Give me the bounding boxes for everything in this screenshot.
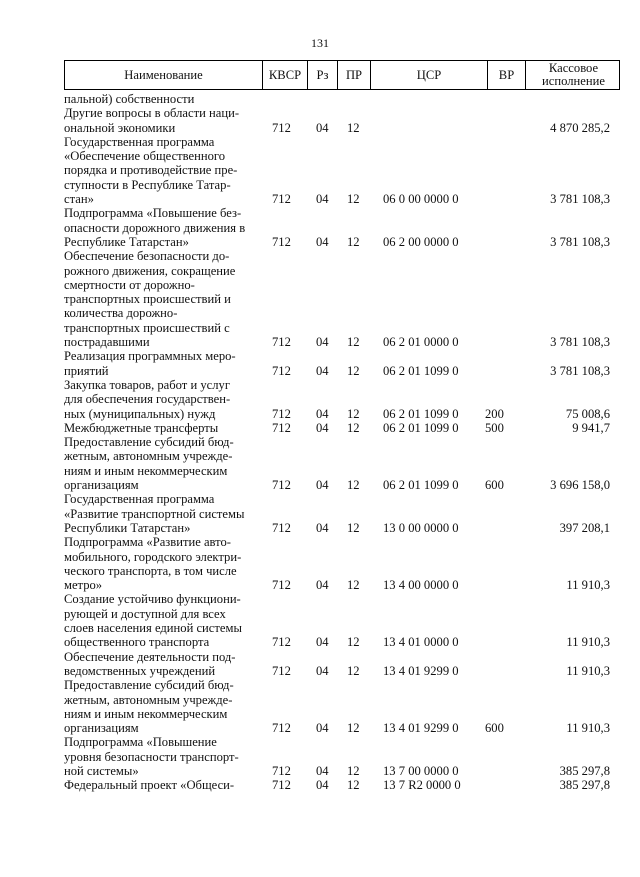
rz-cell: 04 bbox=[316, 406, 329, 421]
pr-cell: 12 bbox=[347, 520, 360, 535]
row-name bbox=[64, 349, 259, 378]
pr-cell: 12 bbox=[347, 406, 360, 421]
csr-cell: 06 2 00 0000 0 bbox=[383, 234, 459, 249]
row-name-line: транспортных происшествий и bbox=[64, 292, 231, 307]
rz-cell: 04 bbox=[316, 763, 329, 778]
pr-cell: 12 bbox=[347, 420, 360, 435]
table-row bbox=[0, 492, 640, 535]
rz-cell: 04 bbox=[316, 120, 329, 135]
rz-cell: 04 bbox=[316, 635, 329, 650]
row-name-line: слоев населения единой системы bbox=[64, 621, 242, 636]
amount-cell: 3 781 108,3 bbox=[550, 335, 610, 350]
table-row bbox=[0, 650, 640, 679]
row-name-line: ной системы» bbox=[64, 763, 139, 778]
row-name-line: «Развитие транспортной системы bbox=[64, 506, 245, 521]
row-name-line: жетным, автономным учрежде- bbox=[64, 449, 233, 464]
row-name-line: Республике Татарстан» bbox=[64, 234, 189, 249]
column-header-rz: Рз bbox=[307, 61, 337, 89]
row-name-line: общественного транспорта bbox=[64, 635, 210, 650]
table-row bbox=[0, 206, 640, 249]
amount-cell: 11 910,3 bbox=[566, 578, 610, 593]
row-name-line: рующей и доступной для всех bbox=[64, 606, 226, 621]
row-name-line: пострадавшими bbox=[64, 335, 150, 350]
kvsr-cell: 712 bbox=[272, 663, 291, 678]
row-name-line: Реализация программных меро- bbox=[64, 349, 236, 364]
csr-cell: 13 4 01 9299 0 bbox=[383, 721, 459, 736]
vr-cell: 500 bbox=[485, 420, 504, 435]
rz-cell: 04 bbox=[316, 234, 329, 249]
table-header bbox=[64, 60, 620, 90]
kvsr-cell: 712 bbox=[272, 478, 291, 493]
amount-cell: 4 870 285,2 bbox=[550, 120, 610, 135]
vr-cell: 600 bbox=[485, 478, 504, 493]
row-name-line: ведомственных учреждений bbox=[64, 663, 216, 678]
csr-cell: 13 4 01 0000 0 bbox=[383, 635, 459, 650]
amount-cell: 75 008,6 bbox=[565, 406, 610, 421]
row-name-line: Государственная программа bbox=[64, 492, 215, 507]
table-body bbox=[0, 92, 640, 793]
row-name-line: ниям и иным некоммерческим bbox=[64, 706, 228, 721]
pr-cell: 12 bbox=[347, 478, 360, 493]
column-header-amount bbox=[525, 61, 621, 89]
row-name bbox=[64, 535, 259, 592]
csr-cell: 06 2 01 1099 0 bbox=[383, 406, 459, 421]
table-row bbox=[0, 535, 640, 592]
row-name-line: Закупка товаров, работ и услуг bbox=[64, 377, 230, 392]
row-name-line: мобильного, городского электри- bbox=[64, 549, 242, 564]
table-row bbox=[0, 249, 640, 349]
row-name bbox=[64, 135, 259, 206]
table-row bbox=[0, 435, 640, 492]
row-name-line: Подпрограмма «Повышение без- bbox=[64, 206, 242, 221]
row-name bbox=[64, 650, 259, 679]
rz-cell: 04 bbox=[316, 778, 329, 793]
rz-cell: 04 bbox=[316, 478, 329, 493]
kvsr-cell: 712 bbox=[272, 192, 291, 207]
csr-cell: 06 2 01 1099 0 bbox=[383, 363, 459, 378]
row-name-line: Обеспечение безопасности до- bbox=[64, 249, 230, 264]
row-name-line: Подпрограмма «Развитие авто- bbox=[64, 535, 231, 550]
row-name bbox=[64, 249, 259, 349]
table-row bbox=[0, 778, 640, 792]
table-row bbox=[0, 106, 640, 135]
pr-cell: 12 bbox=[347, 635, 360, 650]
rz-cell: 04 bbox=[316, 363, 329, 378]
kvsr-cell: 712 bbox=[272, 763, 291, 778]
row-name-line: Создание устойчиво функциони- bbox=[64, 592, 241, 607]
kvsr-cell: 712 bbox=[272, 520, 291, 535]
rz-cell: 04 bbox=[316, 663, 329, 678]
table-row bbox=[0, 135, 640, 207]
pr-cell: 12 bbox=[347, 234, 360, 249]
table-row bbox=[0, 592, 640, 649]
kvsr-cell: 712 bbox=[272, 578, 291, 593]
rz-cell: 04 bbox=[316, 420, 329, 435]
rz-cell: 04 bbox=[316, 335, 329, 350]
row-name-line: Межбюджетные трансферты bbox=[64, 420, 219, 435]
amount-cell: 3 781 108,3 bbox=[550, 363, 610, 378]
kvsr-cell: 712 bbox=[272, 778, 291, 793]
kvsr-cell: 712 bbox=[272, 420, 291, 435]
row-name bbox=[64, 435, 259, 492]
table-row bbox=[0, 678, 640, 735]
kvsr-cell: 712 bbox=[272, 335, 291, 350]
amount-cell: 11 910,3 bbox=[566, 635, 610, 650]
table-row bbox=[0, 349, 640, 378]
kvsr-cell: 712 bbox=[272, 721, 291, 736]
table-row bbox=[0, 421, 640, 435]
kvsr-cell: 712 bbox=[272, 234, 291, 249]
row-name-line: жетным, автономным учрежде- bbox=[64, 692, 233, 707]
pr-cell: 12 bbox=[347, 192, 360, 207]
row-name-line: пальной) собственности bbox=[64, 92, 195, 106]
vr-cell: 600 bbox=[485, 721, 504, 736]
csr-cell: 13 7 R2 0000 0 bbox=[383, 778, 461, 793]
row-name-line: смертности от дорожно- bbox=[64, 277, 195, 292]
row-name-line: количества дорожно- bbox=[64, 306, 178, 321]
page-number: 131 bbox=[311, 36, 329, 50]
column-header-amount-line1: Кассовое bbox=[548, 61, 599, 75]
pr-cell: 12 bbox=[347, 778, 360, 793]
amount-cell: 397 208,1 bbox=[559, 520, 610, 535]
row-name bbox=[64, 378, 259, 421]
row-name-line: стан» bbox=[64, 192, 94, 207]
row-name-line: рожного движения, сокращение bbox=[64, 263, 236, 278]
kvsr-cell: 712 bbox=[272, 635, 291, 650]
row-name-line: «Обеспечение общественного bbox=[64, 149, 226, 164]
row-name bbox=[64, 678, 259, 735]
kvsr-cell: 712 bbox=[272, 363, 291, 378]
csr-cell: 13 7 00 0000 0 bbox=[383, 763, 459, 778]
row-name-line: Предоставление субсидий бюд- bbox=[64, 435, 234, 450]
table-row bbox=[0, 378, 640, 421]
rz-cell: 04 bbox=[316, 520, 329, 535]
column-header-kvsr: КВСР bbox=[262, 61, 307, 89]
column-header-pr: ПР bbox=[337, 61, 370, 89]
row-name-line: опасности дорожного движения в bbox=[64, 220, 246, 235]
row-name-line: организациям bbox=[64, 721, 139, 736]
row-name-line: транспортных происшествий с bbox=[64, 320, 230, 335]
row-name-line: уровня безопасности транспорт- bbox=[64, 749, 239, 764]
amount-cell: 385 297,8 bbox=[559, 763, 610, 778]
row-name-line: Государственная программа bbox=[64, 134, 215, 149]
table-row bbox=[0, 92, 640, 106]
column-header-amount-line2: исполнение bbox=[542, 74, 605, 88]
pr-cell: 12 bbox=[347, 120, 360, 135]
row-name-line: ональной экономики bbox=[64, 120, 176, 135]
row-name bbox=[64, 92, 259, 106]
pr-cell: 12 bbox=[347, 763, 360, 778]
csr-cell: 06 2 01 1099 0 bbox=[383, 420, 459, 435]
row-name-line: порядка и противодействие пре- bbox=[64, 163, 238, 178]
pr-cell: 12 bbox=[347, 363, 360, 378]
amount-cell: 11 910,3 bbox=[566, 721, 610, 736]
csr-cell: 13 4 01 9299 0 bbox=[383, 663, 459, 678]
row-name-line: организациям bbox=[64, 478, 139, 493]
row-name-line: Другие вопросы в области наци- bbox=[64, 106, 240, 121]
pr-cell: 12 bbox=[347, 578, 360, 593]
row-name-line: Республики Татарстан» bbox=[64, 520, 191, 535]
row-name bbox=[64, 421, 259, 435]
pr-cell: 12 bbox=[347, 335, 360, 350]
row-name-line: ступности в Республике Татар- bbox=[64, 177, 231, 192]
rz-cell: 04 bbox=[316, 578, 329, 593]
csr-cell: 06 2 01 1099 0 bbox=[383, 478, 459, 493]
row-name-line: приятий bbox=[64, 363, 109, 378]
pr-cell: 12 bbox=[347, 721, 360, 736]
amount-cell: 3 781 108,3 bbox=[550, 192, 610, 207]
rz-cell: 04 bbox=[316, 721, 329, 736]
row-name-line: ных (муниципальных) нужд bbox=[64, 406, 216, 421]
csr-cell: 06 0 00 0000 0 bbox=[383, 192, 459, 207]
table-row bbox=[0, 735, 640, 778]
amount-cell: 385 297,8 bbox=[559, 778, 610, 793]
csr-cell: 13 4 00 0000 0 bbox=[383, 578, 459, 593]
row-name bbox=[64, 106, 259, 135]
row-name bbox=[64, 778, 259, 792]
row-name-line: Подпрограмма «Повышение bbox=[64, 735, 217, 750]
row-name bbox=[64, 735, 259, 778]
row-name-line: ческого транспорта, в том числе bbox=[64, 563, 237, 578]
amount-cell: 9 941,7 bbox=[572, 420, 610, 435]
amount-cell: 3 696 158,0 bbox=[550, 478, 610, 493]
amount-cell: 3 781 108,3 bbox=[550, 234, 610, 249]
row-name bbox=[64, 592, 259, 649]
amount-cell: 11 910,3 bbox=[566, 663, 610, 678]
pr-cell: 12 bbox=[347, 663, 360, 678]
row-name-line: Обеспечение деятельности под- bbox=[64, 649, 236, 664]
row-name bbox=[64, 206, 259, 249]
column-header-csr: ЦСР bbox=[370, 61, 487, 89]
row-name bbox=[64, 492, 259, 535]
column-header-name: Наименование bbox=[124, 68, 203, 82]
kvsr-cell: 712 bbox=[272, 406, 291, 421]
row-name-line: для обеспечения государствен- bbox=[64, 392, 231, 407]
row-name-line: Федеральный проект «Общеси- bbox=[64, 778, 235, 793]
column-header-vr: ВР bbox=[487, 61, 525, 89]
vr-cell: 200 bbox=[485, 406, 504, 421]
row-name-line: метро» bbox=[64, 578, 103, 593]
row-name-line: ниям и иным некоммерческим bbox=[64, 463, 228, 478]
rz-cell: 04 bbox=[316, 192, 329, 207]
kvsr-cell: 712 bbox=[272, 120, 291, 135]
csr-cell: 13 0 00 0000 0 bbox=[383, 520, 459, 535]
csr-cell: 06 2 01 0000 0 bbox=[383, 335, 459, 350]
row-name-line: Предоставление субсидий бюд- bbox=[64, 678, 234, 693]
